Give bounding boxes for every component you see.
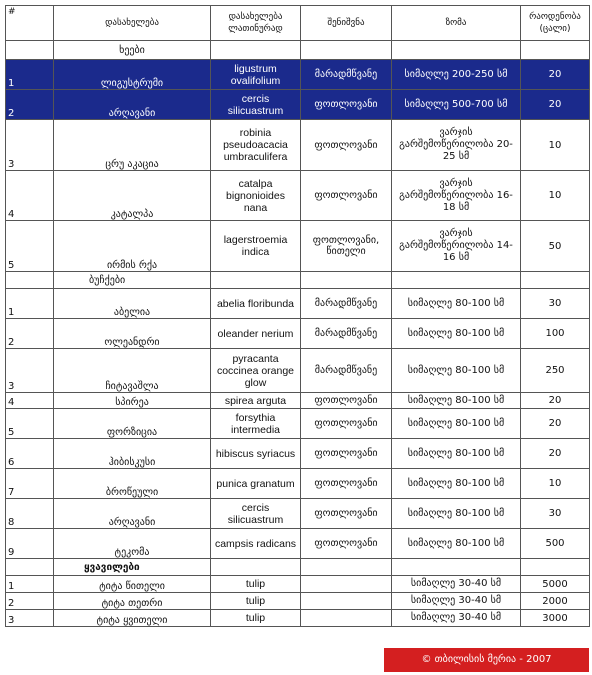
cell-latin: catalpa bignonioides nana bbox=[211, 171, 301, 221]
cell-qty: 20 bbox=[521, 393, 590, 409]
cell-note: ფოთლოვანი bbox=[301, 393, 392, 409]
cell-size: სიმაღლე 30-40 სმ bbox=[392, 593, 521, 610]
cell-note: ფოთლოვანი bbox=[301, 90, 392, 120]
table-row[interactable] bbox=[6, 393, 590, 409]
cell-note: ფოთლოვანი bbox=[301, 409, 392, 439]
table-row[interactable] bbox=[6, 319, 590, 349]
cell-latin: tulip bbox=[211, 593, 301, 610]
cell-qty: 30 bbox=[521, 289, 590, 319]
cell-size: სიმაღლე 30-40 სმ bbox=[392, 610, 521, 627]
cell-latin: robinia pseudoacacia umbraculifera bbox=[211, 120, 301, 171]
cell-qty: 50 bbox=[521, 221, 590, 272]
header-size: ზომა bbox=[392, 6, 521, 41]
table-row[interactable] bbox=[6, 469, 590, 499]
cell-qty: 500 bbox=[521, 529, 590, 559]
cell-latin: cercis silicuastrum bbox=[211, 90, 301, 120]
cell-num: 7 bbox=[6, 469, 54, 499]
cell-name: არღავანი bbox=[54, 499, 211, 529]
cell-num: 1 bbox=[6, 289, 54, 319]
cell-num: 2 bbox=[6, 593, 54, 610]
table-row[interactable] bbox=[6, 439, 590, 469]
cell-size: ვარჯის გარშემოწერილობა 20-25 სმ bbox=[392, 120, 521, 171]
cell-size: სიმაღლე 80-100 სმ bbox=[392, 289, 521, 319]
cell-note: ფოთლოვანი bbox=[301, 469, 392, 499]
cell-latin: hibiscus syriacus bbox=[211, 439, 301, 469]
cell-num: 2 bbox=[6, 90, 54, 120]
cell-latin: spirea arguta bbox=[211, 393, 301, 409]
header-num: # bbox=[6, 6, 54, 41]
cell-latin: pyracanta coccinea orange glow bbox=[211, 349, 301, 393]
cell-latin: forsythia intermedia bbox=[211, 409, 301, 439]
cell-latin: oleander nerium bbox=[211, 319, 301, 349]
cell-latin: tulip bbox=[211, 610, 301, 627]
cell-num: 2 bbox=[6, 319, 54, 349]
cell-qty: 20 bbox=[521, 90, 590, 120]
cell-qty: 20 bbox=[521, 409, 590, 439]
cell-note: მარადმწვანე bbox=[301, 349, 392, 393]
cell-size: სიმაღლე 80-100 სმ bbox=[392, 499, 521, 529]
cell-name: ტიტა ყვითელი bbox=[54, 610, 211, 627]
cell-latin: tulip bbox=[211, 576, 301, 593]
cell-qty: 30 bbox=[521, 499, 590, 529]
cell-note: ფოთლოვანი bbox=[301, 120, 392, 171]
cell-latin: campsis radicans bbox=[211, 529, 301, 559]
cell-num: 9 bbox=[6, 529, 54, 559]
cell-size: ვარჯის გარშემოწერილობა 16-18 სმ bbox=[392, 171, 521, 221]
cell-size: სიმაღლე 80-100 სმ bbox=[392, 319, 521, 349]
table-row[interactable] bbox=[6, 576, 590, 593]
cell-name: ჰიბისკუსი bbox=[54, 439, 211, 469]
cell-note: ფოთლოვანი bbox=[301, 529, 392, 559]
cell-qty: 2000 bbox=[521, 593, 590, 610]
section-trees bbox=[6, 41, 590, 60]
cell-qty: 5000 bbox=[521, 576, 590, 593]
cell-qty: 3000 bbox=[521, 610, 590, 627]
cell-num: 5 bbox=[6, 221, 54, 272]
table-row[interactable] bbox=[6, 499, 590, 529]
cell-latin: ligustrum ovalifolium bbox=[211, 60, 301, 90]
copyright-footer: © თბილისის მერია - 2007 bbox=[384, 648, 589, 672]
cell-note bbox=[301, 593, 392, 610]
cell-num: 4 bbox=[6, 171, 54, 221]
section-shrubs bbox=[6, 272, 590, 289]
cell-size: სიმაღლე 80-100 სმ bbox=[392, 469, 521, 499]
cell-name: კატალპა bbox=[54, 171, 211, 221]
table-row[interactable] bbox=[6, 529, 590, 559]
table-row[interactable] bbox=[6, 610, 590, 627]
section-flowers bbox=[6, 559, 590, 576]
table-row[interactable] bbox=[6, 120, 590, 171]
cell-qty: 100 bbox=[521, 319, 590, 349]
cell-name: სპირეა bbox=[54, 393, 211, 409]
cell-name: ტიტა წითელი bbox=[54, 576, 211, 593]
cell-name: ფორზიცია bbox=[54, 409, 211, 439]
cell-size: სიმაღლე 200-250 სმ bbox=[392, 60, 521, 90]
cell-latin: punica granatum bbox=[211, 469, 301, 499]
cell-latin: cercis silicuastrum bbox=[211, 499, 301, 529]
header-name: დასახელება bbox=[54, 6, 211, 41]
cell-num: 6 bbox=[6, 439, 54, 469]
cell-qty: 250 bbox=[521, 349, 590, 393]
table-row[interactable] bbox=[6, 349, 590, 393]
cell-qty: 20 bbox=[521, 439, 590, 469]
table-row[interactable] bbox=[6, 60, 590, 90]
cell-num: 5 bbox=[6, 409, 54, 439]
cell-name: ტიტა თეთრი bbox=[54, 593, 211, 610]
cell-size: სიმაღლე 80-100 სმ bbox=[392, 393, 521, 409]
header-note: შენიშვნა bbox=[301, 6, 392, 41]
cell-qty: 10 bbox=[521, 469, 590, 499]
cell-size: სიმაღლე 80-100 სმ bbox=[392, 529, 521, 559]
cell-num: 8 bbox=[6, 499, 54, 529]
section-label: ბუჩქები bbox=[54, 272, 211, 289]
cell-name: ბროწეული bbox=[54, 469, 211, 499]
cell-note: ფოთლოვანი bbox=[301, 499, 392, 529]
table-row[interactable] bbox=[6, 593, 590, 610]
section-label: ყვავილები bbox=[54, 559, 211, 576]
cell-num: 1 bbox=[6, 60, 54, 90]
cell-size: სიმაღლე 500-700 სმ bbox=[392, 90, 521, 120]
cell-name: არღავანი bbox=[54, 90, 211, 120]
cell-name: ტეკომა bbox=[54, 529, 211, 559]
cell-size: სიმაღლე 80-100 სმ bbox=[392, 439, 521, 469]
cell-num: 3 bbox=[6, 610, 54, 627]
section-label: ხეები bbox=[54, 41, 211, 60]
cell-qty: 10 bbox=[521, 171, 590, 221]
header-qty: რაოდენობა (ცალი) bbox=[521, 6, 590, 41]
cell-qty: 10 bbox=[521, 120, 590, 171]
header-row bbox=[6, 6, 590, 41]
cell-num: 1 bbox=[6, 576, 54, 593]
table-row[interactable] bbox=[6, 409, 590, 439]
cell-note: მარადმწვანე bbox=[301, 60, 392, 90]
cell-qty: 20 bbox=[521, 60, 590, 90]
cell-latin: abelia floribunda bbox=[211, 289, 301, 319]
table-row[interactable] bbox=[6, 171, 590, 221]
cell-size: სიმაღლე 80-100 სმ bbox=[392, 349, 521, 393]
cell-name: ლიგუსტრუმი bbox=[54, 60, 211, 90]
cell-note bbox=[301, 610, 392, 627]
cell-num: 4 bbox=[6, 393, 54, 409]
cell-name: ჩიტავაშლა bbox=[54, 349, 211, 393]
cell-num: 3 bbox=[6, 120, 54, 171]
header-latin: დასახელება ლათინურად bbox=[211, 6, 301, 41]
table-row[interactable] bbox=[6, 90, 590, 120]
plant-table bbox=[5, 5, 590, 627]
cell-note: ფოთლოვანი bbox=[301, 171, 392, 221]
table-row[interactable] bbox=[6, 289, 590, 319]
cell-name: ოლეანდრი bbox=[54, 319, 211, 349]
cell-latin: lagerstroemia indica bbox=[211, 221, 301, 272]
cell-note bbox=[301, 576, 392, 593]
cell-name: ირმის რქა bbox=[54, 221, 211, 272]
cell-num: 3 bbox=[6, 349, 54, 393]
cell-note: მარადმწვანე bbox=[301, 319, 392, 349]
table-row[interactable] bbox=[6, 221, 590, 272]
cell-note: ფოთლოვანი bbox=[301, 439, 392, 469]
cell-size: სიმაღლე 80-100 სმ bbox=[392, 409, 521, 439]
cell-note: ფოთლოვანი, წითელი bbox=[301, 221, 392, 272]
cell-size: ვარჯის გარშემოწერილობა 14-16 სმ bbox=[392, 221, 521, 272]
cell-note: მარადმწვანე bbox=[301, 289, 392, 319]
cell-size: სიმაღლე 30-40 სმ bbox=[392, 576, 521, 593]
cell-name: აბელია bbox=[54, 289, 211, 319]
cell-name: ცრუ აკაცია bbox=[54, 120, 211, 171]
